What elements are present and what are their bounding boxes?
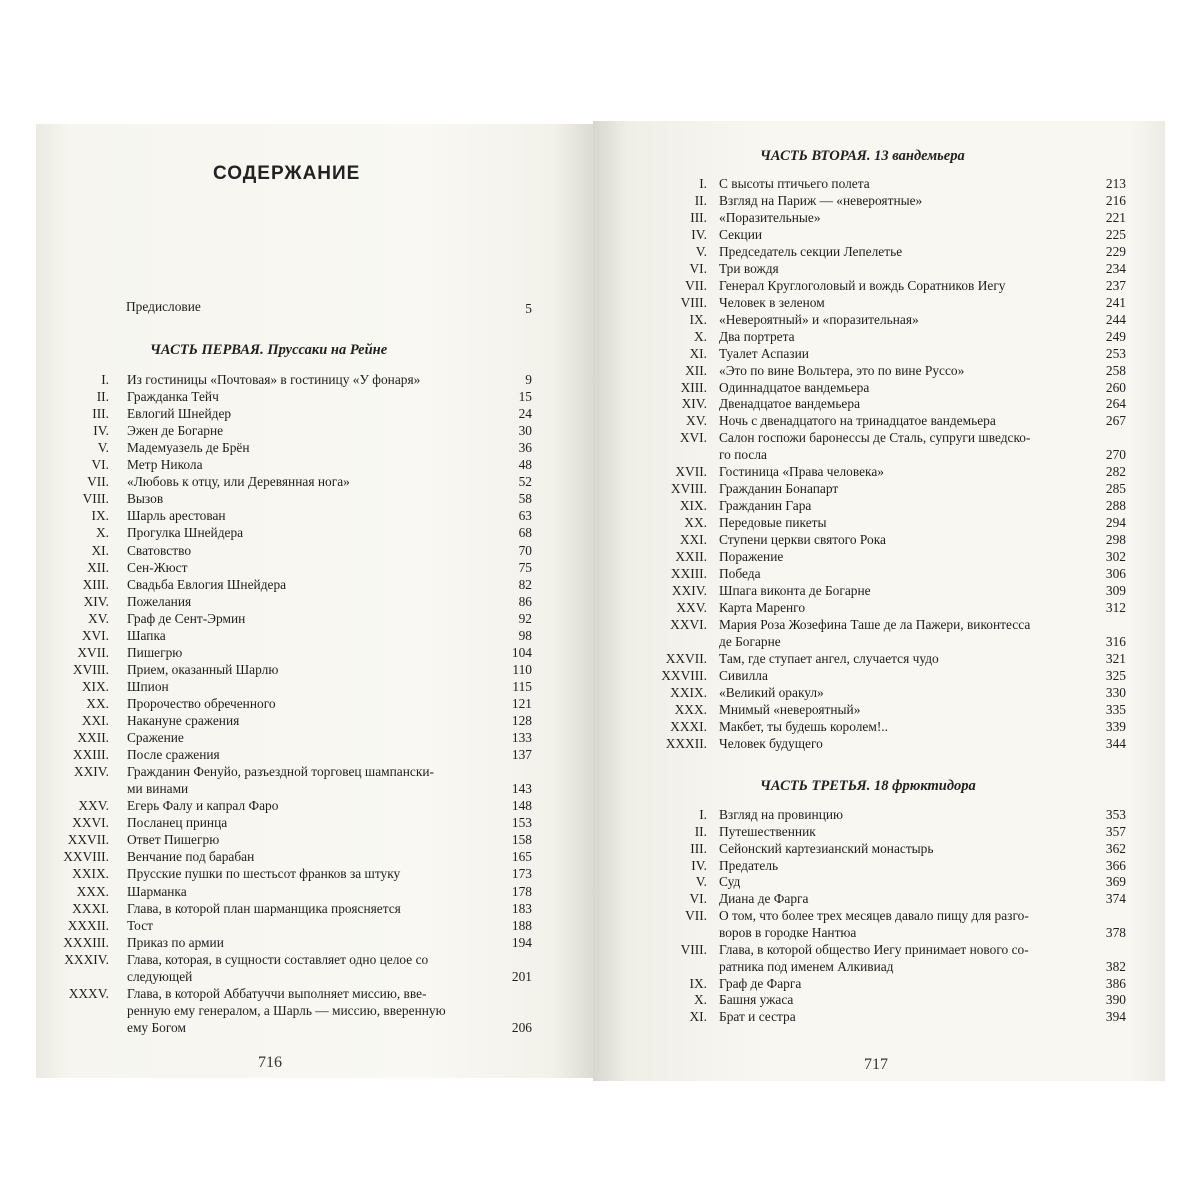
chapter-page: 270 xyxy=(1105,447,1126,463)
chapter-title: Тост xyxy=(127,917,153,933)
chapter-title: Егерь Фалу и капрал Фаро xyxy=(127,798,279,814)
chapter-title: Гражданин Гара xyxy=(719,498,812,514)
toc-entry xyxy=(0,907,1200,941)
chapter-number: XIII. xyxy=(82,576,109,592)
toc-entry xyxy=(0,463,1200,480)
chapter-number: XVIII. xyxy=(670,481,707,497)
toc-entry xyxy=(0,260,1200,277)
left-page-number: 716 xyxy=(258,1054,282,1071)
chapter-page: 188 xyxy=(511,917,532,933)
chapter-number: IX. xyxy=(689,975,707,991)
chapter-title: Глава, в которой Аббатуччи выполняет миссию, вве- xyxy=(127,985,427,1001)
chapter-number: XVII. xyxy=(77,644,109,660)
chapter-page: 68 xyxy=(518,525,532,541)
toc-entry xyxy=(0,345,1200,362)
chapter-title: Ночь с двенадцатого на тринадцатое вандемьера xyxy=(719,413,996,429)
chapter-page: 339 xyxy=(1105,718,1126,734)
chapter-title: Шпион xyxy=(127,678,169,694)
chapter-number: XXIII. xyxy=(670,566,707,582)
chapter-number: III. xyxy=(690,209,707,225)
toc-entry xyxy=(0,514,1200,531)
chapter-page: 148 xyxy=(511,798,532,814)
chapter-page: 325 xyxy=(1105,667,1126,683)
chapter-page: 335 xyxy=(1105,701,1126,717)
toc-entry xyxy=(0,362,1200,379)
chapter-page: 249 xyxy=(1105,328,1126,344)
toc-entry xyxy=(0,650,1200,667)
chapter-title: Вызов xyxy=(127,491,164,507)
chapter-title: Макбет, ты будешь королем!.. xyxy=(719,718,889,734)
chapter-title: Человек будущего xyxy=(719,735,823,751)
chapter-title: Венчание под барабан xyxy=(127,849,255,865)
chapter-number: XXVI. xyxy=(72,815,109,831)
chapter-title: «Любовь к отцу, или Деревянная нога» xyxy=(127,474,350,490)
chapter-number: VI. xyxy=(689,891,707,907)
toc-entry xyxy=(0,941,1200,975)
chapter-title: Пишегрю xyxy=(127,644,183,660)
chapter-page: 306 xyxy=(1105,566,1126,582)
chapter-number: VIII. xyxy=(680,941,707,957)
chapter-title: Человек в зеленом xyxy=(719,294,825,310)
chapter-title: Генерал Круглоголовый и вождь Соратников Иегу xyxy=(719,277,1006,293)
chapter-title: Салон госпожи баронессы де Сталь, супруги шведско- xyxy=(719,430,1031,446)
chapter-title: Гостиница «Права человека» xyxy=(719,464,884,480)
chapter-page: 173 xyxy=(511,866,532,882)
toc-entry xyxy=(0,209,1200,226)
chapter-page: 143 xyxy=(511,781,532,797)
toc-entry xyxy=(0,243,1200,260)
chapter-title: Мнимый «невероятный» xyxy=(719,701,861,717)
toc-entry xyxy=(0,582,1200,599)
chapter-title: Победа xyxy=(719,566,761,582)
chapter-page: 264 xyxy=(1105,396,1126,412)
chapter-number: XXXII. xyxy=(67,917,109,933)
chapter-page: 128 xyxy=(511,713,532,728)
chapter-title: ему Богом xyxy=(127,1019,186,1035)
chapter-number: XXXII. xyxy=(665,735,707,751)
chapter-page: 58 xyxy=(518,491,532,507)
chapter-title: «Невероятный» и «поразительная» xyxy=(719,311,919,327)
chapter-title: После сражения xyxy=(127,747,220,763)
chapter-number: V. xyxy=(97,440,109,456)
chapter-page: 216 xyxy=(1105,192,1126,208)
chapter-number: II. xyxy=(96,389,109,405)
chapter-page: 390 xyxy=(1105,992,1126,1008)
chapter-title: Посланец принца xyxy=(127,815,228,831)
chapter-title: Взгляд на провинцию xyxy=(719,807,844,822)
chapter-number: VII. xyxy=(685,908,707,924)
chapter-page: 386 xyxy=(1105,975,1126,991)
chapter-number: XXXI. xyxy=(670,718,707,734)
chapter-page: 316 xyxy=(1105,633,1126,649)
chapter-title: Накануне сражения xyxy=(127,713,240,728)
chapter-title: Ответ Пишегрю xyxy=(127,832,220,848)
chapter-title: Метр Никола xyxy=(127,457,203,473)
chapter-title: Приказ по армии xyxy=(127,934,224,950)
chapter-page: 178 xyxy=(511,883,532,899)
chapter-page: 253 xyxy=(1105,345,1126,361)
chapter-page: 225 xyxy=(1105,226,1126,242)
chapter-number: XXI. xyxy=(679,532,707,548)
chapter-number: XII. xyxy=(87,559,109,575)
chapter-title: Прием, оказанный Шарлю xyxy=(127,661,279,677)
chapter-page: 98 xyxy=(518,627,532,643)
chapter-page: 121 xyxy=(511,695,532,711)
chapter-number: XVIII. xyxy=(72,661,109,677)
chapter-page: 382 xyxy=(1105,958,1126,974)
chapter-number: I. xyxy=(101,372,109,387)
chapter-page: 378 xyxy=(1105,924,1126,940)
toc-entry xyxy=(0,599,1200,616)
chapter-number: XVI. xyxy=(679,430,707,446)
chapter-page: 48 xyxy=(518,457,532,473)
chapter-title: Гражданин Фенуйо, разъездной торговец шампански- xyxy=(127,764,434,780)
toc-entry xyxy=(0,667,1200,684)
chapter-number: XXX. xyxy=(674,701,707,717)
chapter-title: Пророчество обреченного xyxy=(127,695,276,711)
chapter-title: Шарль арестован xyxy=(127,508,226,524)
chapter-page: 362 xyxy=(1105,840,1126,856)
part-title: ЧАСТЬ ВТОРАЯ. 13 вандемьера xyxy=(760,148,965,164)
chapter-page: 206 xyxy=(511,1019,532,1035)
chapter-title: Мария Роза Жозефина Таше де ла Пажери, виконтесса xyxy=(719,616,1031,632)
chapter-page: 374 xyxy=(1105,891,1126,907)
chapter-number: IV. xyxy=(93,423,109,439)
chapter-page: 344 xyxy=(1105,735,1126,751)
chapter-number: V. xyxy=(695,874,707,890)
chapter-page: 357 xyxy=(1105,823,1126,839)
toc-entry xyxy=(0,823,1200,840)
toc-entry xyxy=(0,480,1200,497)
chapter-title: Прусские пушки по шестьсот франков за штуку xyxy=(127,866,401,882)
chapter-number: XXIX. xyxy=(670,684,707,700)
chapter-number: XXVIII. xyxy=(661,667,707,683)
chapter-title: Шапка xyxy=(127,627,166,643)
chapter-page: 369 xyxy=(1105,874,1126,890)
chapter-title: Из гостиницы «Почтовая» в гостиницу «У фонаря» xyxy=(127,372,421,387)
chapter-title: «Это по вине Вольтера, это по вине Руссо» xyxy=(719,362,965,378)
chapter-title: Сражение xyxy=(127,730,184,746)
chapter-title: Там, где ступает ангел, случается чудо xyxy=(719,650,939,666)
chapter-page: 92 xyxy=(518,610,532,626)
chapter-title: Взгляд на Париж — «невероятные» xyxy=(719,192,923,208)
part-title: ЧАСТЬ ПЕРВАЯ. Пруссаки на Рейне xyxy=(150,342,388,358)
toc-entry xyxy=(0,701,1200,718)
chapter-number: XXXV. xyxy=(68,985,109,1001)
chapter-page: 294 xyxy=(1105,515,1126,531)
chapter-number: XXII. xyxy=(675,549,707,565)
chapter-page: 267 xyxy=(1105,413,1126,429)
chapter-title: ратника под именем Алкивиад xyxy=(719,958,894,974)
chapter-title: ми винами xyxy=(127,781,189,797)
chapter-page: 82 xyxy=(518,576,532,592)
toc-entry xyxy=(0,429,1200,463)
chapter-number: XIV. xyxy=(681,396,707,412)
chapter-number: XXXIII. xyxy=(63,934,109,950)
chapter-title: Свадьба Евлогия Шнейдера xyxy=(127,576,287,592)
chapter-title: Мадемуазель де Брён xyxy=(127,440,250,456)
toc-entry xyxy=(0,497,1200,514)
chapter-number: XIX. xyxy=(679,498,707,514)
chapter-number: IX. xyxy=(91,508,109,524)
chapter-title: Путешественник xyxy=(719,823,816,839)
chapter-title: Шпага виконта де Богарне xyxy=(719,583,871,599)
toc-entry xyxy=(0,175,1200,192)
chapter-title: «Великий оракул» xyxy=(719,684,824,700)
chapter-page: 394 xyxy=(1105,1009,1126,1025)
chapter-number: XXVI. xyxy=(670,616,707,632)
part-title: ЧАСТЬ ТРЕТЬЯ. 18 фрюктидора xyxy=(760,778,976,794)
chapter-number: XXIII. xyxy=(72,747,109,763)
preface-title: Предисловие xyxy=(126,299,201,314)
chapter-number: VIII. xyxy=(680,294,707,310)
chapter-title: ренную ему генералом, а Шарль — миссию, вверенную xyxy=(127,1002,446,1018)
chapter-page: 234 xyxy=(1105,260,1126,276)
toc-entry xyxy=(0,684,1200,701)
chapter-page: 260 xyxy=(1105,379,1126,395)
chapter-title: Поражение xyxy=(719,549,784,565)
toc-entry xyxy=(0,192,1200,209)
chapter-title: Ступени церкви святого Рока xyxy=(719,532,886,548)
toc-entry xyxy=(0,226,1200,243)
chapter-page: 258 xyxy=(1105,362,1126,378)
right-page-number: 717 xyxy=(864,1056,888,1073)
chapter-page: 201 xyxy=(511,968,532,984)
chapter-page: 285 xyxy=(1105,481,1126,497)
chapter-title: Передовые пикеты xyxy=(719,515,827,531)
chapter-page: 229 xyxy=(1105,243,1126,259)
chapter-number: XXV. xyxy=(78,798,109,814)
toc-entry xyxy=(0,294,1200,311)
chapter-number: X. xyxy=(693,992,707,1008)
chapter-title: Прогулка Шнейдера xyxy=(127,525,244,541)
chapter-page: 30 xyxy=(518,423,532,439)
chapter-page: 353 xyxy=(1105,807,1126,822)
chapter-page: 244 xyxy=(1105,311,1126,327)
chapter-number: III. xyxy=(92,406,109,422)
chapter-title: Граф де Сент-Эрмин xyxy=(127,610,246,626)
chapter-number: VII. xyxy=(87,474,109,490)
chapter-number: II. xyxy=(694,823,707,839)
chapter-page: 330 xyxy=(1105,684,1126,700)
chapter-title: Евлогий Шнейдер xyxy=(127,406,232,422)
chapter-title: Суд xyxy=(719,874,741,890)
chapter-page: 309 xyxy=(1105,583,1126,599)
toc-entry xyxy=(0,840,1200,857)
chapter-number: VI. xyxy=(689,260,707,276)
chapter-number: IX. xyxy=(689,311,707,327)
toc-entry xyxy=(0,548,1200,565)
toc-entry xyxy=(0,412,1200,429)
toc-entry xyxy=(0,328,1200,345)
chapter-title: Предатель xyxy=(719,857,779,873)
toc-entry xyxy=(0,718,1200,735)
chapter-page: 221 xyxy=(1105,209,1126,225)
chapter-number: XVII. xyxy=(675,464,707,480)
chapter-title: Сватовство xyxy=(127,542,192,558)
chapter-title: О том, что более трех месяцев давало пищу для разго- xyxy=(719,908,1029,924)
chapter-title: Карта Маренго xyxy=(719,600,806,615)
chapter-number: I. xyxy=(699,807,707,822)
chapter-page: 9 xyxy=(525,372,532,387)
chapter-number: III. xyxy=(690,840,707,856)
chapter-page: 282 xyxy=(1105,464,1126,480)
chapter-number: XVI. xyxy=(81,627,109,643)
chapter-page: 312 xyxy=(1105,600,1126,615)
chapter-number: XXIV. xyxy=(671,583,707,599)
chapter-number: XX. xyxy=(86,695,109,711)
chapter-page: 36 xyxy=(518,440,532,456)
chapter-title: «Поразительные» xyxy=(719,209,821,225)
toc-entry xyxy=(0,616,1200,650)
toc-entry xyxy=(0,735,1200,752)
chapter-number: XXX. xyxy=(76,883,109,899)
chapter-page: 302 xyxy=(1105,549,1126,565)
toc-entry xyxy=(0,975,1200,992)
chapter-number: XX. xyxy=(684,515,707,531)
chapter-number: I. xyxy=(699,176,707,191)
chapter-number: XI. xyxy=(91,542,109,558)
chapter-page: 366 xyxy=(1105,857,1126,873)
chapter-number: IV. xyxy=(691,226,707,242)
chapter-title: Глава, в которой общество Иегу принимает нового со- xyxy=(719,941,1029,957)
chapter-page: 158 xyxy=(511,832,532,848)
chapter-title: Секции xyxy=(719,226,763,242)
chapter-number: VIII. xyxy=(82,491,109,507)
chapter-title: Туалет Аспазии xyxy=(719,345,809,361)
chapter-title: го посла xyxy=(719,447,767,463)
chapter-title: Сен-Жюст xyxy=(127,559,188,575)
chapter-number: XXIX. xyxy=(72,866,109,882)
chapter-page: 86 xyxy=(518,593,532,609)
chapter-title: Глава, в которой план шарманщика проясняется xyxy=(127,900,401,916)
chapter-page: 110 xyxy=(512,661,532,677)
chapter-number: XV. xyxy=(686,413,707,429)
chapter-title: Председатель секции Лепелетье xyxy=(719,243,903,259)
chapter-page: 153 xyxy=(511,815,532,831)
chapter-number: X. xyxy=(95,525,109,541)
chapter-number: V. xyxy=(695,243,707,259)
chapter-page: 104 xyxy=(511,644,532,660)
chapter-page: 165 xyxy=(511,849,532,865)
chapter-page: 288 xyxy=(1105,498,1126,514)
chapter-title: Башня ужаса xyxy=(719,992,794,1008)
chapter-page: 298 xyxy=(1105,532,1126,548)
chapter-number: XXXIV. xyxy=(64,951,109,967)
chapter-number: XI. xyxy=(689,1009,707,1025)
chapter-number: XIX. xyxy=(81,678,109,694)
chapter-title: Одиннадцатое вандемьера xyxy=(719,379,870,395)
chapter-number: XI. xyxy=(689,345,707,361)
chapter-number: XII. xyxy=(685,362,707,378)
chapter-page: 75 xyxy=(518,559,532,575)
chapter-title: Глава, которая, в сущности составляет одно целое со xyxy=(127,951,429,967)
toc-entry xyxy=(0,311,1200,328)
toc-entry xyxy=(0,857,1200,874)
chapter-title: Три вождя xyxy=(719,260,779,276)
chapter-page: 70 xyxy=(518,542,532,558)
chapter-title: Брат и сестра xyxy=(719,1009,796,1025)
toc-entry xyxy=(0,379,1200,396)
chapter-number: XXIV. xyxy=(73,764,109,780)
chapter-number: XXXI. xyxy=(72,900,109,916)
chapter-number: XV. xyxy=(88,610,109,626)
chapter-title: Гражданка Тейч xyxy=(127,389,219,405)
toc-entry xyxy=(0,763,1200,797)
chapter-page: 237 xyxy=(1105,277,1126,293)
chapter-number: XXV. xyxy=(676,600,707,615)
chapter-page: 15 xyxy=(518,389,532,405)
toc-entry xyxy=(0,991,1200,1008)
chapter-page: 194 xyxy=(511,934,532,950)
chapter-page: 213 xyxy=(1105,176,1126,191)
chapter-number: XXVII. xyxy=(665,650,707,666)
chapter-page: 52 xyxy=(518,474,532,490)
chapter-page: 133 xyxy=(511,730,532,746)
chapter-number: XXII. xyxy=(77,730,109,746)
chapter-page: 183 xyxy=(511,900,532,916)
chapter-page: 241 xyxy=(1105,294,1126,310)
preface-page: 5 xyxy=(525,301,532,316)
chapter-number: VI. xyxy=(91,457,109,473)
chapter-title: воров в городке Нантюа xyxy=(719,924,857,940)
chapter-number: VII. xyxy=(685,277,707,293)
chapter-title: Сейонский картезианский монастырь xyxy=(719,840,934,856)
chapter-title: де Богарне xyxy=(719,633,781,649)
chapter-page: 137 xyxy=(511,747,532,763)
chapter-title: Гражданин Бонапарт xyxy=(719,481,839,497)
chapter-title: следующей xyxy=(127,968,193,984)
chapter-title: Сивилла xyxy=(719,667,768,683)
chapter-title: С высоты птичьего полета xyxy=(719,176,870,191)
chapter-number: XIII. xyxy=(680,379,707,395)
chapter-page: 63 xyxy=(518,508,532,524)
toc-entry xyxy=(0,565,1200,582)
chapter-title: Эжен де Богарне xyxy=(127,423,224,439)
chapter-title: Граф де Фарга xyxy=(719,975,802,991)
chapter-number: XIV. xyxy=(83,593,109,609)
chapter-number: II. xyxy=(694,192,707,208)
chapter-number: IV. xyxy=(691,857,707,873)
toc-entry xyxy=(0,531,1200,548)
chapter-page: 24 xyxy=(518,406,532,422)
chapter-page: 321 xyxy=(1105,650,1126,666)
chapter-number: XXVII. xyxy=(67,832,109,848)
chapter-title: Пожелания xyxy=(127,593,192,609)
toc-entry xyxy=(0,1008,1200,1025)
toc-entry xyxy=(0,277,1200,294)
toc-entry xyxy=(0,890,1200,907)
chapter-title: Шарманка xyxy=(127,883,187,899)
chapter-title: Двенадцатое вандемьера xyxy=(719,396,861,412)
toc-entry xyxy=(0,806,1200,823)
toc-entry xyxy=(0,873,1200,890)
chapter-number: XXVIII. xyxy=(63,849,109,865)
chapter-title: Диана де Фарга xyxy=(719,891,809,907)
chapter-title: Два портрета xyxy=(719,328,795,344)
chapter-page: 115 xyxy=(512,678,532,694)
chapter-number: XXI. xyxy=(81,713,109,728)
toc-entry xyxy=(0,395,1200,412)
chapter-number: X. xyxy=(693,328,707,344)
contents-heading: СОДЕРЖАНИЕ xyxy=(213,163,361,184)
